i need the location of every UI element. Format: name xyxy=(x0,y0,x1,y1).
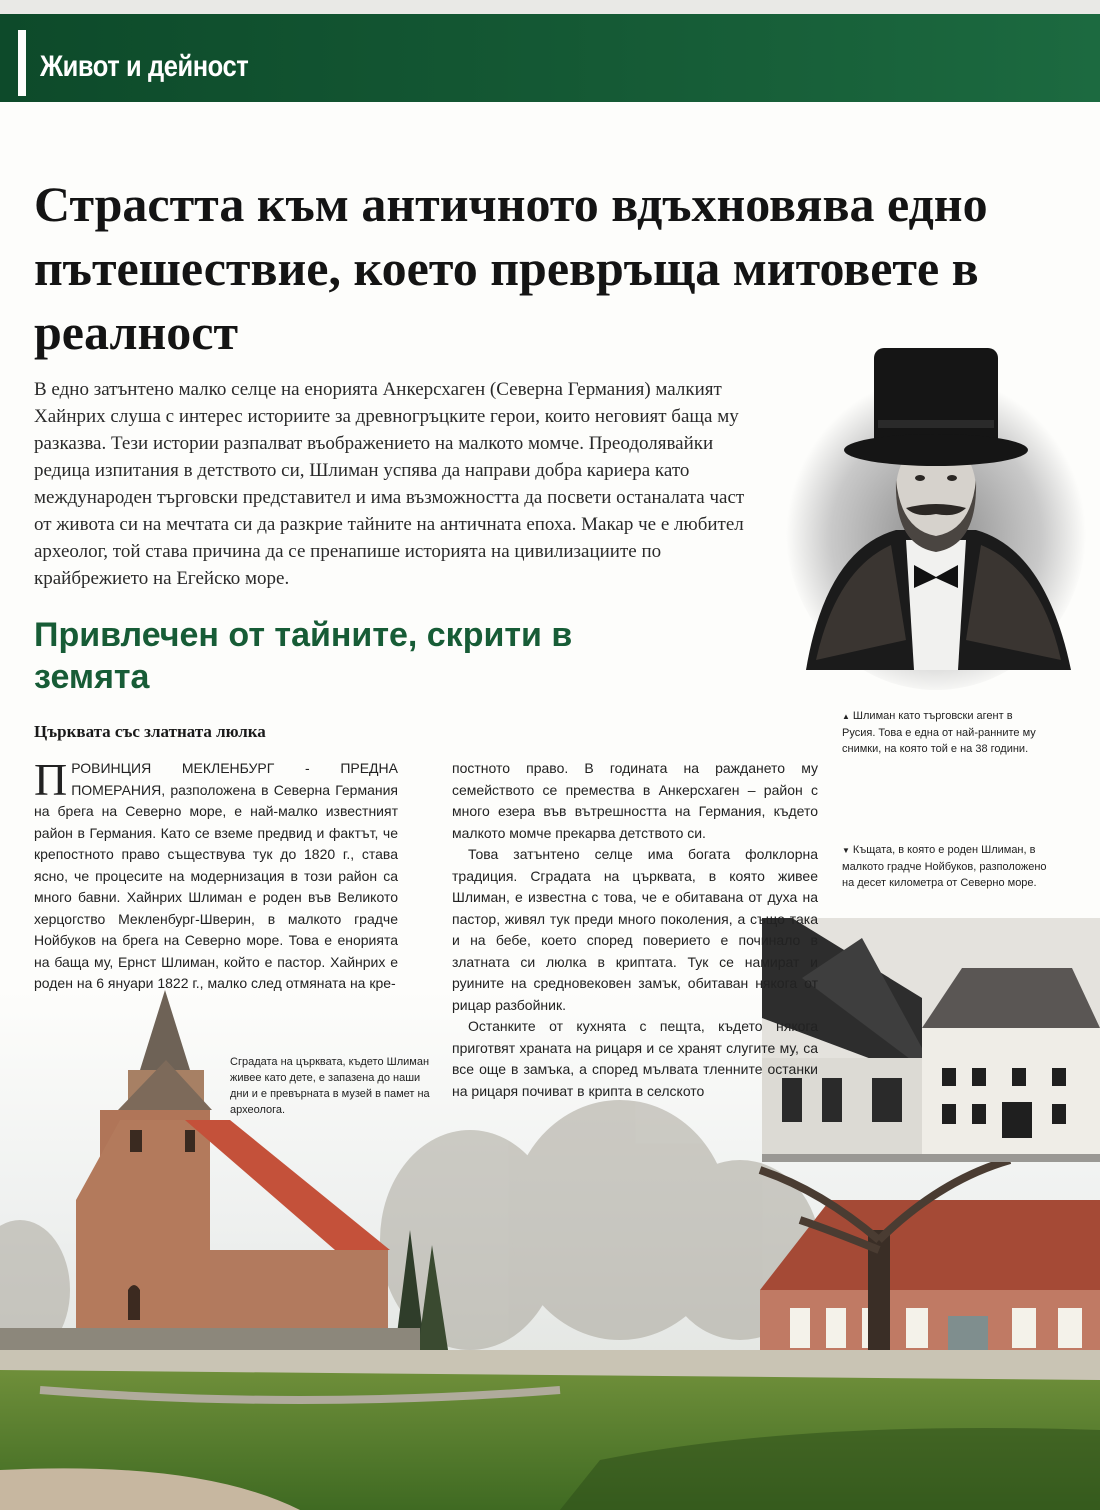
schliemann-portrait-photo xyxy=(786,340,1086,690)
header-accent-bar xyxy=(18,30,26,96)
drop-cap: П xyxy=(34,754,68,805)
section-header xyxy=(0,14,1100,102)
article-headline: Страстта към античното вдъхновява едно пътешествие, което превръща митовете в реалност xyxy=(34,176,988,360)
house-caption xyxy=(842,842,1052,891)
column-2-paragraph-3: Останките от кухнята с пещта, където някога приготвят храната на рицаря и се хранят слугите му, са все още в замъка, а според мълвата тленните останки на рицаря почиват в крипта в селското xyxy=(452,1018,818,1099)
article-column-1 xyxy=(34,754,398,995)
minor-heading: Църквата със златната люлка xyxy=(34,722,266,741)
portrait-caption-text: Шлиман като търговски агент в Русия. Това е една от най-ранните му снимки, на която той е на 38 години. xyxy=(842,710,1036,755)
article-subhead: Привлечен от тайните, скрити в земята xyxy=(34,616,573,696)
triangle-down-icon: ▼ xyxy=(842,846,850,855)
column-2-paragraph-1: постното право. В годината на раждането му семейството се премества в Анкерсхаген – район с много езера във вътрешността на Германия, където малкото момче прекарва детството си. xyxy=(452,760,818,841)
church-caption: Сградата на църквата, където Шлиман живее като дете, е запазена до наши дни и е превърната в музей в памет на археолога. xyxy=(230,1056,430,1116)
triangle-up-icon: ▲ xyxy=(842,712,850,721)
portrait-caption xyxy=(842,708,1042,757)
page-top-edge xyxy=(0,0,1100,14)
section-label: Живот и дейност xyxy=(40,50,249,83)
column-2-paragraph-2: Това затънтено селце има богата фолклорна традиция. Сградата на църквата, в която живее Шлиман, е известна с това, че е обитавана от духа на пастор, живял тук преди много поколения, а също така и на бебе, което според поверието е починало в златната си люлка в криптата. Тук се намират и руините на средновековен замък, обитаван някога от рицар разбойник. xyxy=(452,846,818,1013)
column-1-text: РОВИНЦИЯ МЕКЛЕНБУРГ - ПРЕДНА ПОМЕРАНИЯ, разположена в Северна Германия на брега на Северно море, е най-малко известният район в Германия. Като се вземе предвид и фактът, че крепостното право съществува тук до 1820 г., става ясно, че процесите на модернизация в този район са много бавни. Хайнрих Шлиман е роден във Великото херцогство Мекленбург-Шверин, в малкото градче Нойбуков на брега на Северно море. Това е енорията на баща му, Ернст Шлиман, който е пастор. Хайнрих е роден на 6 януари 1822 г., малко след отмяната на кре- xyxy=(34,760,398,991)
article-column-2 xyxy=(452,758,818,1102)
house-caption-text: Къщата, в която е роден Шлиман, в малкото градче Нойбуков, разположено на десет километра от Северно море. xyxy=(842,844,1047,889)
article-intro: В едно затънтено малко селце на енорията Анкерсхаген (Северна Германия) малкият Хайнрих слуша с интерес историите за древногръцките герои, които неговият баща му разказва. Тези истории разпалват въображението на малкото момче. Преодолявайки редица изпитания в детството си, Шлиман успява да направи добра кариера като международен търговски представител и има възможността да посвети останалата част от живота си на мечтата си да разкрие тайните на античната епоха. Макар че е любител археолог, той става причина да се пренапише историята на цивилизациите по крайбрежието на Егейско море. xyxy=(34,379,745,589)
